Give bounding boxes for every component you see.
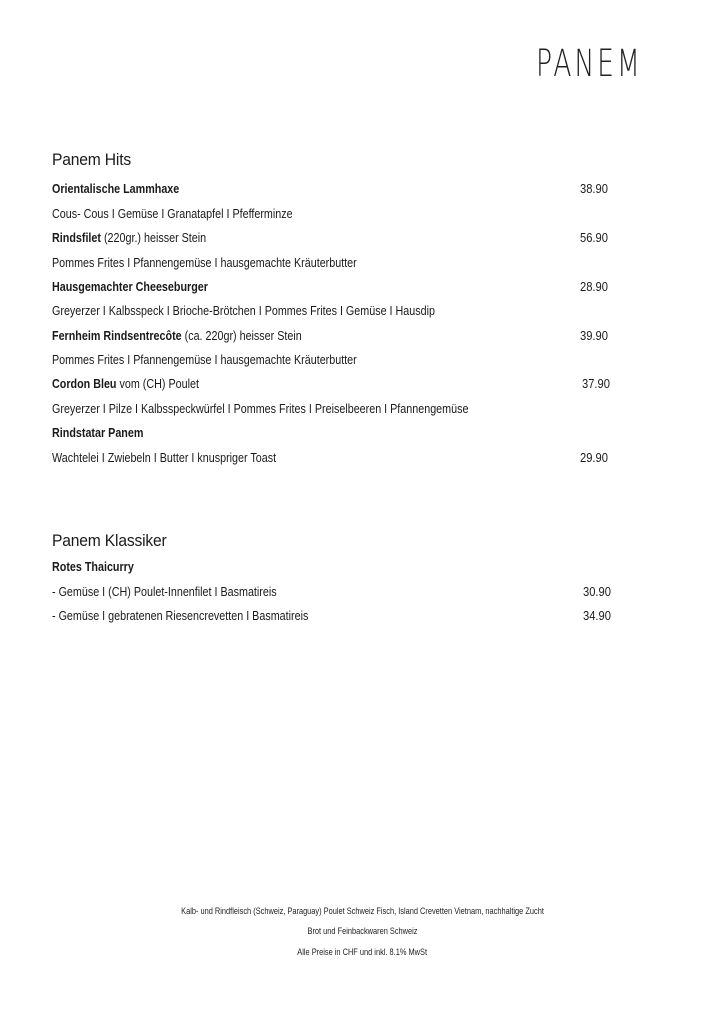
section-title-panem-hits: Panem Hits: [52, 150, 132, 169]
menu-item-name: Cordon Bleu vom (CH) Poulet: [52, 377, 199, 391]
menu-item-name: Fernheim Rindsentrecôte (ca. 220gr) heisser Stein: [52, 329, 302, 343]
menu-item-description: Wachtelei I Zwiebeln I Butter I knuspriger Toast: [52, 451, 277, 465]
menu-item-price: 28.90: [580, 279, 608, 294]
menu-item-description: Pommes Frites I Pfannengemüse I hausgemachte Kräuterbutter: [52, 353, 357, 367]
footer-origin-note: Kalb- und Rindfleisch (Schweiz, Paraguay) Poulet Schweiz Fisch, Island Crevetten Vietnam, nachhaltige Zucht: [181, 906, 544, 917]
menu-item-description: Greyerzer I Pilze I Kalbsspeckwürfel I Pommes Frites I Preiselbeeren I Pfannengemüse: [52, 402, 469, 416]
footer-price-note: Alle Preise in CHF und inkl. 8.1% MwSt: [297, 947, 428, 958]
menu-item-price: 39.90: [580, 328, 608, 343]
menu-item-price: 37.90: [582, 376, 610, 391]
section-title-panem-klassiker: Panem Klassiker: [52, 531, 167, 550]
menu-item-variant: - Gemüse I (CH) Poulet-Innenfilet I Basmatireis: [52, 585, 277, 599]
menu-item-price: 38.90: [580, 181, 608, 196]
menu-item-name: Orientalische Lammhaxe: [52, 182, 180, 196]
menu-item-variant: - Gemüse I gebratenen Riesencrevetten I Basmatireis: [52, 609, 309, 623]
menu-item-price: 34.90: [583, 608, 611, 623]
menu-item-price: 56.90: [580, 230, 608, 245]
panem-logo: [536, 44, 682, 84]
menu-item-description: Pommes Frites I Pfannengemüse I hausgemachte Kräuterbutter: [52, 256, 357, 270]
menu-item-name: Hausgemachter Cheeseburger: [52, 280, 208, 294]
menu-item-name: Rotes Thaicurry: [52, 560, 134, 574]
logo-text: PANEM: [536, 42, 643, 85]
footer-bakery-note: Brot und Feinbackwaren Schweiz: [307, 926, 418, 937]
menu-item-price: 29.90: [580, 450, 608, 465]
menu-item-description: Cous- Cous I Gemüse I Granatapfel I Pfefferminze: [52, 207, 293, 221]
menu-item-price: 30.90: [583, 584, 611, 599]
menu-item-name: Rindsfilet (220gr.) heisser Stein: [52, 231, 207, 245]
menu-item-description: Greyerzer I Kalbsspeck I Brioche-Brötchen I Pommes Frites I Gemüse I Hausdip: [52, 304, 435, 318]
menu-item-name: Rindstatar Panem: [52, 426, 144, 440]
